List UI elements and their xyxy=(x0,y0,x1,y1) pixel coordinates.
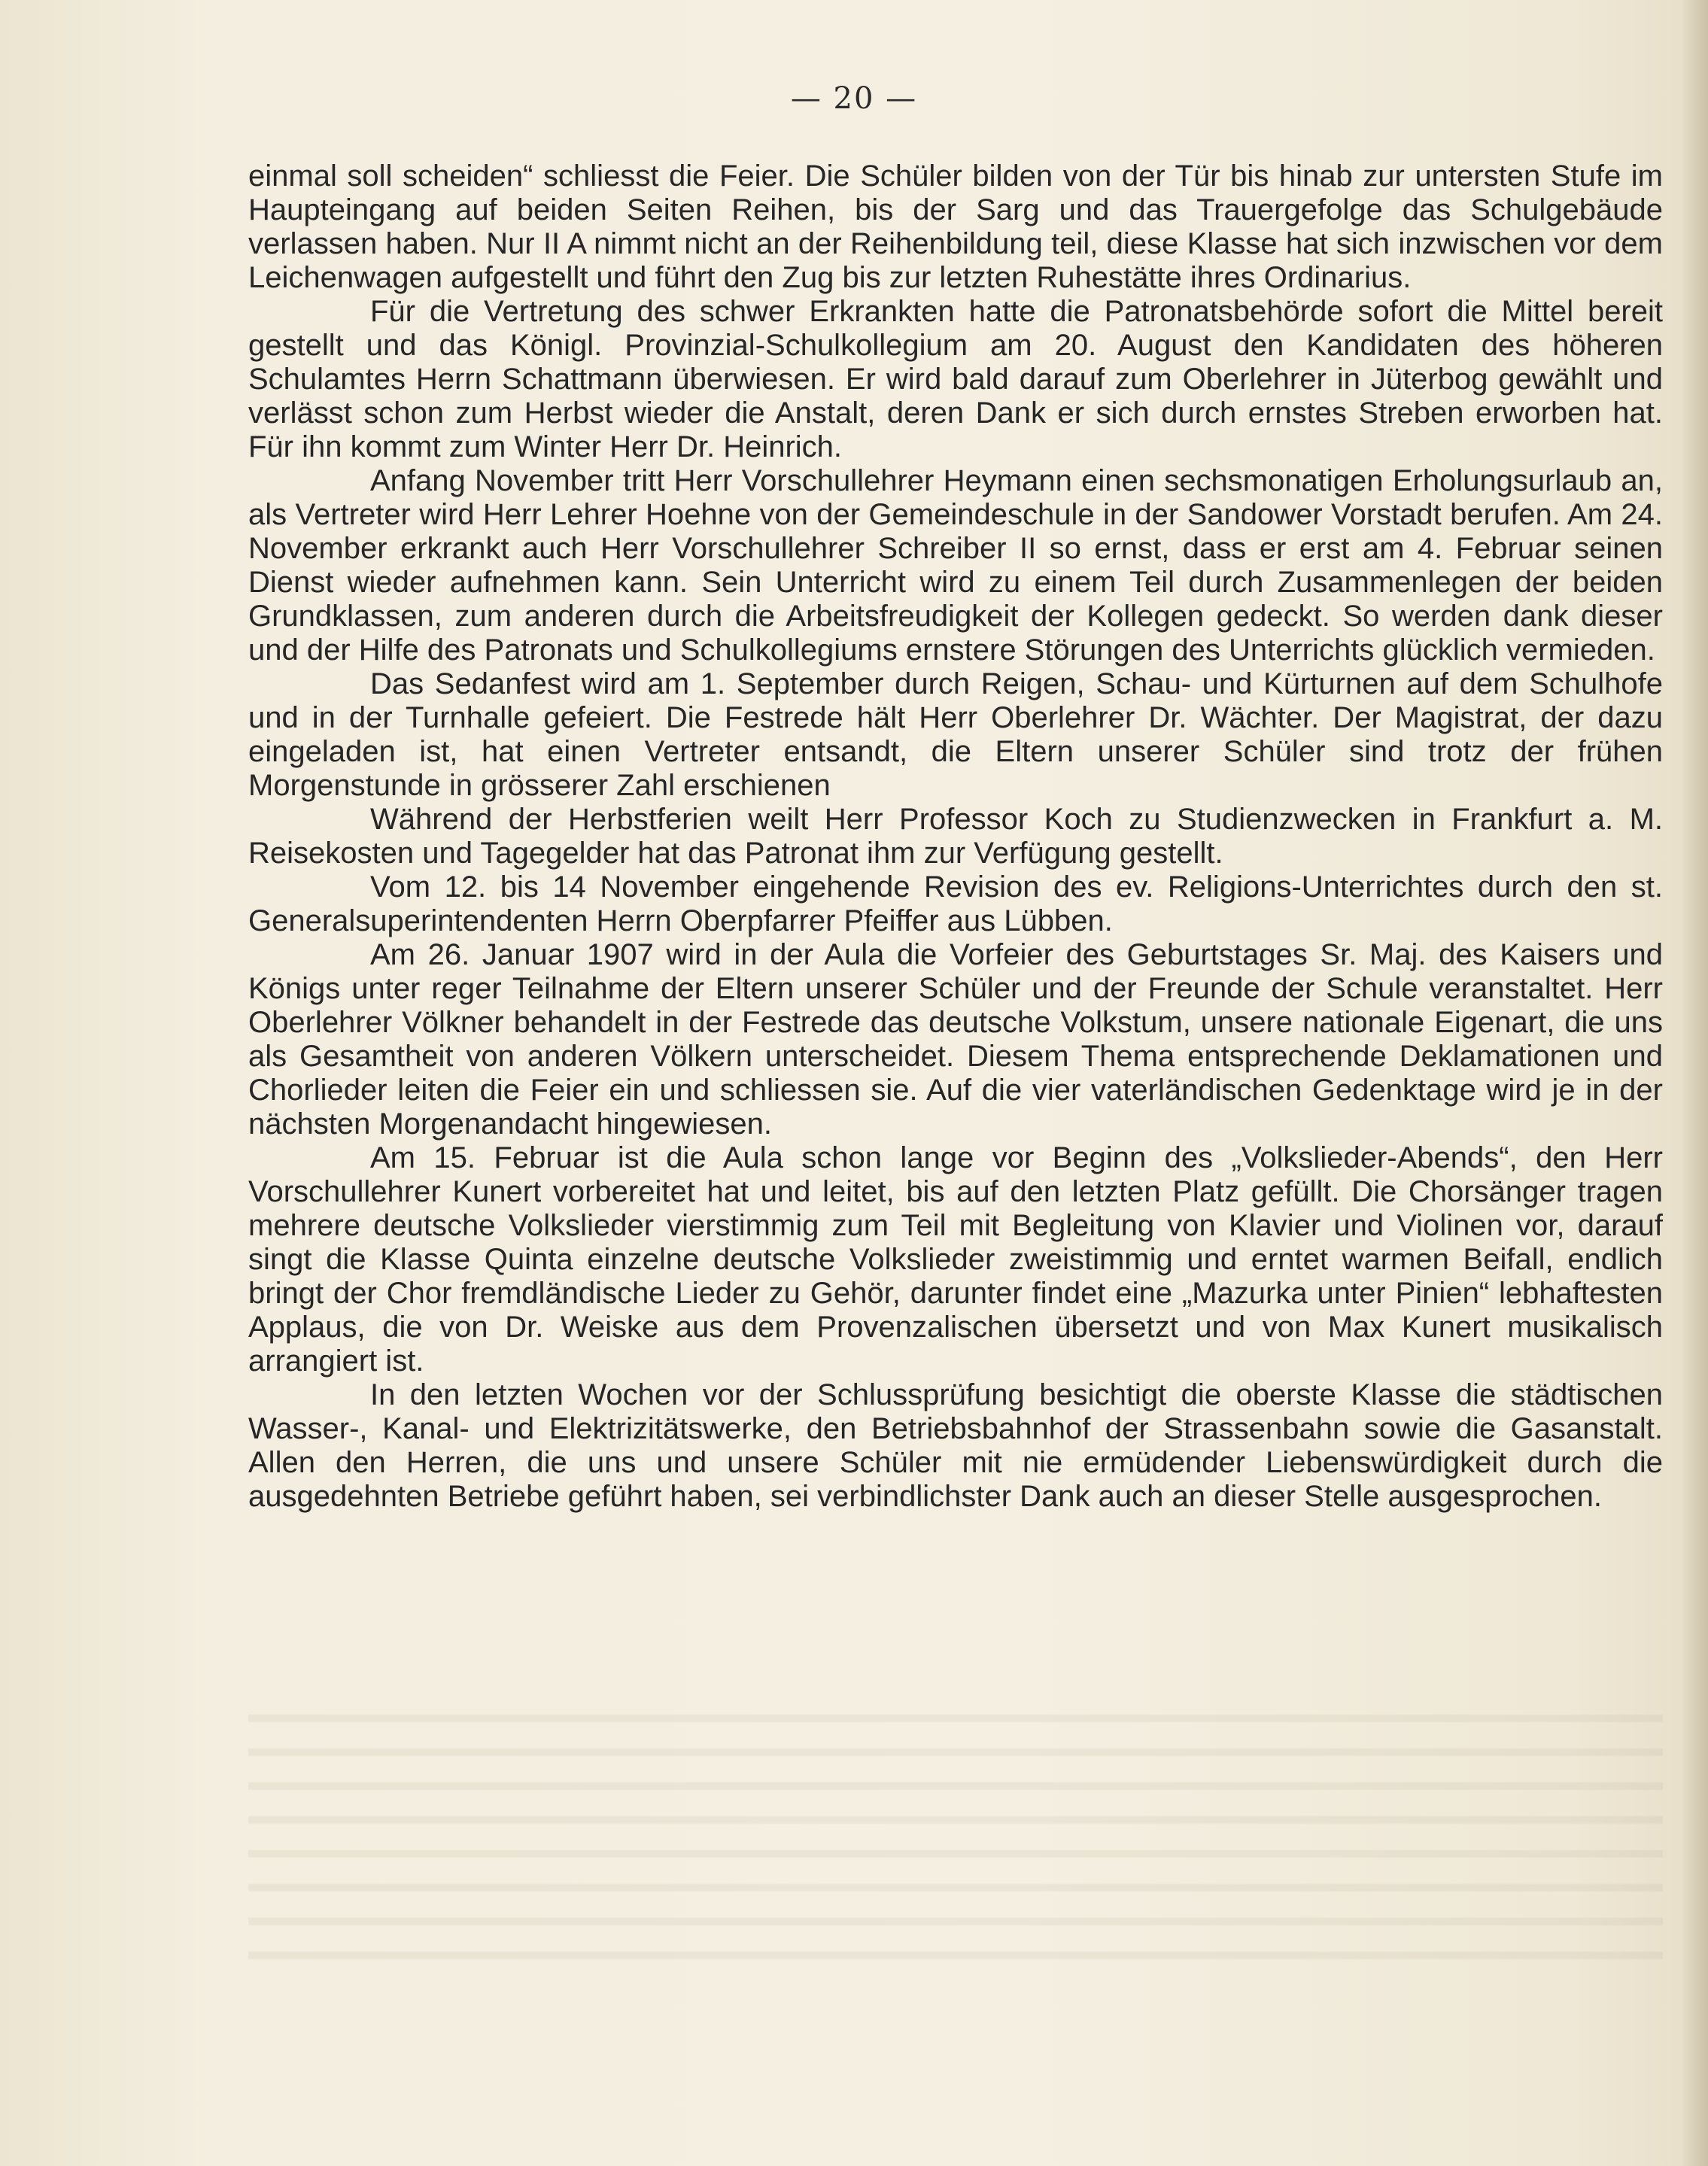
show-through-texture xyxy=(248,1693,1663,1979)
paragraph: Vom 12. bis 14 November eingehende Revision des ev. Religions-Unterrichtes durch den st. Generalsuperintendenten Herrn Oberpfarrer Pfeiffer aus Lübben. xyxy=(248,870,1663,937)
paragraph: Am 26. Januar 1907 wird in der Aula die Vorfeier des Geburtstages Sr. Maj. des Kaisers und Königs unter reger Teilnahme der Eltern unserer Schüler und der Freunde der Schule veranstaltet. Herr Oberlehrer Völkner behandelt in der Festrede das deutsche Volkstum, unsere nationale Eigenart, die uns als Gesamtheit von anderen Völkern unterscheidet. Diesem Thema entsprechende Deklamationen und Chorlieder leiten die Feier ein und schliessen sie. Auf die vier vaterländischen Gedenktage wird je in der nächsten Morgenandacht hingewiesen. xyxy=(248,938,1663,1141)
paragraph: Das Sedanfest wird am 1. September durch Reigen, Schau- und Kürturnen auf dem Schulhofe und in der Turnhalle gefeiert. Die Festrede hält Herr Oberlehrer Dr. Wächter. Der Magistrat, der dazu eingeladen ist, hat einen Vertreter entsandt, die Eltern unserer Schüler sind trotz der frühen Morgenstunde in grösserer Zahl erschienen xyxy=(248,667,1663,802)
paragraph: Am 15. Februar ist die Aula schon lange vor Beginn des „Volkslieder-Abends“, den Herr Vorschullehrer Kunert vorbereitet hat und leitet, bis auf den letzten Platz gefüllt. Die Chorsänger tragen mehrere deutsche Volkslieder vierstimmig zum Teil mit Begleitung von Klavier und Violinen vor, darauf singt die Klasse Quinta einzelne deutsche Volkslieder zweistimmig und erntet warmen Beifall, endlich bringt der Chor fremdländische Lieder zu Gehör, darunter findet eine „Mazurka unter Pinien“ lebhaftesten Applaus, die von Dr. Weiske aus dem Provenzalischen übersetzt und von Max Kunert musikalisch arrangiert ist. xyxy=(248,1141,1663,1378)
paragraph: Für die Vertretung des schwer Erkrankten hatte die Patronatsbehörde sofort die Mittel bereit gestellt und das Königl. Provinzial-Schulkollegium am 20. August den Kandidaten des höheren Schulamtes Herrn Schattmann überwiesen. Er wird bald darauf zum Oberlehrer in Jüterbog gewählt und verlässt schon zum Herbst wieder die Anstalt, deren Dank er sich durch ernstes Streben erworben hat. Für ihn kommt zum Winter Herr Dr. Heinrich. xyxy=(248,295,1663,463)
paragraph: Anfang November tritt Herr Vorschullehrer Heymann einen sechsmonatigen Erholungsurlaub an, als Vertreter wird Herr Lehrer Hoehne von der Gemeindeschule in der Sandower Vorstadt berufen. Am 24. November erkrankt auch Herr Vorschullehrer Schreiber II so ernst, dass er erst am 4. Februar seinen Dienst wieder aufnehmen kann. Sein Unterricht wird zu einem Teil durch Zusammenlegen der beiden Grundklassen, zum anderen durch die Arbeitsfreudigkeit der Kollegen gedeckt. So werden dank dieser und der Hilfe des Patronats und Schulkollegiums ernstere Störungen des Unterrichts glücklich vermieden. xyxy=(248,464,1663,667)
paragraph: In den letzten Wochen vor der Schlussprüfung besichtigt die oberste Klasse die städtischen Wasser-, Kanal- und Elektrizitätswerke, den Betriebsbahnhof der Strassenbahn sowie die Gasanstalt. Allen den Herren, die uns und unsere Schüler mit nie ermüdender Liebenswürdigkeit durch die ausgedehnten Betriebe geführt haben, sei verbindlichster Dank auch an dieser Stelle ausgesprochen. xyxy=(248,1378,1663,1513)
paragraph: einmal soll scheiden“ schliesst die Feier. Die Schüler bilden von der Tür bis hinab zur untersten Stufe im Haupteingang auf beiden Seiten Reihen, bis der Sarg und das Trauergefolge das Schulgebäude verlassen haben. Nur II A nimmt nicht an der Reihenbildung teil, diese Klasse hat sich inzwischen vor dem Leichenwagen aufgestellt und führt den Zug bis zur letzten Ruhestätte ihres Ordinarius. xyxy=(248,159,1663,294)
body-text xyxy=(248,159,1663,1514)
page-edge-shadow xyxy=(1681,0,1708,2166)
page-number: — 20 — xyxy=(790,81,918,116)
paragraph: Während der Herbstferien weilt Herr Professor Koch zu Studienzwecken in Frankfurt a. M. Reisekosten und Tagegelder hat das Patronat ihm zur Verfügung gestellt. xyxy=(248,803,1663,870)
